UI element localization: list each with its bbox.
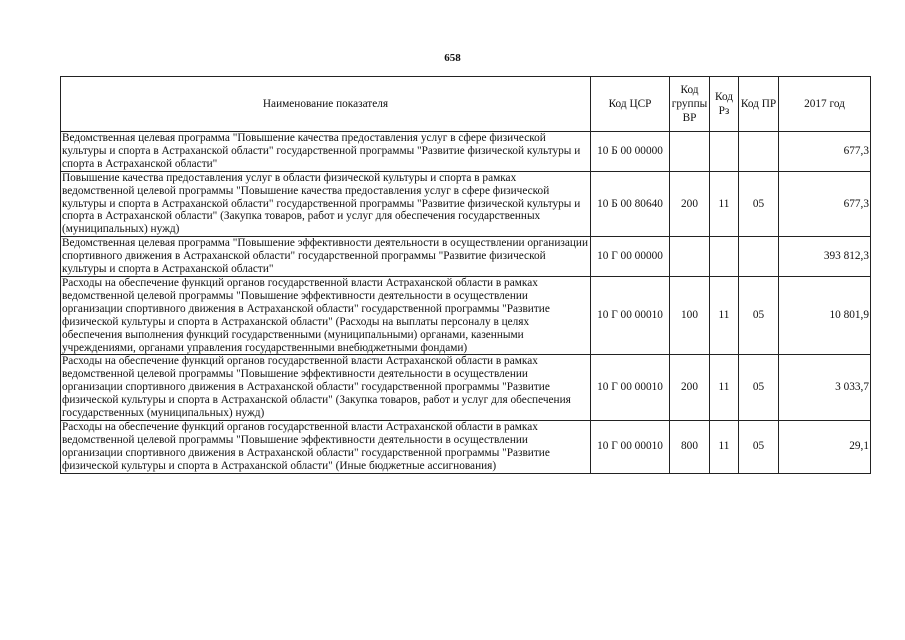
row-vr: 200 — [670, 355, 710, 421]
row-amount: 3 033,7 — [779, 355, 871, 421]
row-pr: 05 — [739, 276, 779, 354]
row-name: Повышение качества предоставления услуг в области физической культуры и спорта в рамках ведомственной целевой программы "Повышение качества предоставления услуг в сфере физической культуры и спорта в Астраханской области" государственной программы "Развитие физической культуры и спорта в Астраханской области" (Закупка товаров, работ и услуг для обеспечения государственных (муниципальных) нужд) — [61, 171, 591, 237]
row-amount: 10 801,9 — [779, 276, 871, 354]
row-name: Ведомственная целевая программа "Повышение эффективности деятельности в осуществлении организации спортивного движения в Астраханской области" государственной программы "Развитие физической культуры и спорта в Астраханской области" — [61, 237, 591, 277]
table-row — [61, 276, 871, 354]
row-pr — [739, 132, 779, 172]
row-rz: 11 — [710, 276, 739, 354]
row-csr: 10 Б 00 80640 — [591, 171, 670, 237]
row-csr: 10 Г 00 00010 — [591, 355, 670, 421]
table-row — [61, 355, 871, 421]
row-vr: 100 — [670, 276, 710, 354]
row-vr — [670, 132, 710, 172]
row-csr: 10 Б 00 00000 — [591, 132, 670, 172]
row-csr: 10 Г 00 00000 — [591, 237, 670, 277]
row-csr: 10 Г 00 00010 — [591, 276, 670, 354]
row-amount: 393 812,3 — [779, 237, 871, 277]
row-rz — [710, 132, 739, 172]
table-row — [61, 420, 871, 473]
row-amount: 29,1 — [779, 420, 871, 473]
row-name: Расходы на обеспечение функций органов государственной власти Астраханской области в рамках ведомственной целевой программы "Повышение эффективности деятельности в осуществлении организации спортивного движения в Астраханской области" государственной программы "Развитие физической культуры и спорта в Астраханской области" (Иные бюджетные ассигнования) — [61, 420, 591, 473]
row-amount: 677,3 — [779, 132, 871, 172]
table-row — [61, 132, 871, 172]
table-header-row — [61, 77, 871, 132]
row-pr: 05 — [739, 355, 779, 421]
header-name: Наименование показателя — [61, 77, 591, 132]
header-pr: Код ПР — [739, 77, 779, 132]
row-amount: 677,3 — [779, 171, 871, 237]
row-csr: 10 Г 00 00010 — [591, 420, 670, 473]
row-pr: 05 — [739, 171, 779, 237]
row-vr — [670, 237, 710, 277]
header-rz: Код Рз — [710, 77, 739, 132]
budget-table — [60, 76, 871, 474]
table-row — [61, 171, 871, 237]
row-name: Расходы на обеспечение функций органов государственной власти Астраханской области в рамках ведомственной целевой программы "Повышение эффективности деятельности в осуществлении организации спортивного движения в Астраханской области" государственной программы "Развитие физической культуры и спорта в Астраханской области" (Закупка товаров, работ и услуг для обеспечения государственных (муниципальных) нужд) — [61, 355, 591, 421]
header-csr: Код ЦСР — [591, 77, 670, 132]
row-rz — [710, 237, 739, 277]
row-pr: 05 — [739, 420, 779, 473]
row-vr: 200 — [670, 171, 710, 237]
row-vr: 800 — [670, 420, 710, 473]
header-year: 2017 год — [779, 77, 871, 132]
row-name: Ведомственная целевая программа "Повышение качества предоставления услуг в сфере физической культуры и спорта в Астраханской области" государственной программы "Развитие физической культуры и спорта в Астраханской области" — [61, 132, 591, 172]
page-number: 658 — [444, 52, 461, 64]
table-row — [61, 237, 871, 277]
row-pr — [739, 237, 779, 277]
row-rz: 11 — [710, 420, 739, 473]
header-vr: Код группы ВР — [670, 77, 710, 132]
row-rz: 11 — [710, 171, 739, 237]
row-rz: 11 — [710, 355, 739, 421]
row-name: Расходы на обеспечение функций органов государственной власти Астраханской области в рамках ведомственной целевой программы "Повышение эффективности деятельности в осуществлении организации спортивного движения в Астраханской области" государственной программы "Развитие физической культуры и спорта в Астраханской области" (Расходы на выплаты персоналу в целях обеспечения выполнения функций государственными (муниципальными) органами, казенными учреждениями, органами управления государственными внебюджетными фондами) — [61, 276, 591, 354]
